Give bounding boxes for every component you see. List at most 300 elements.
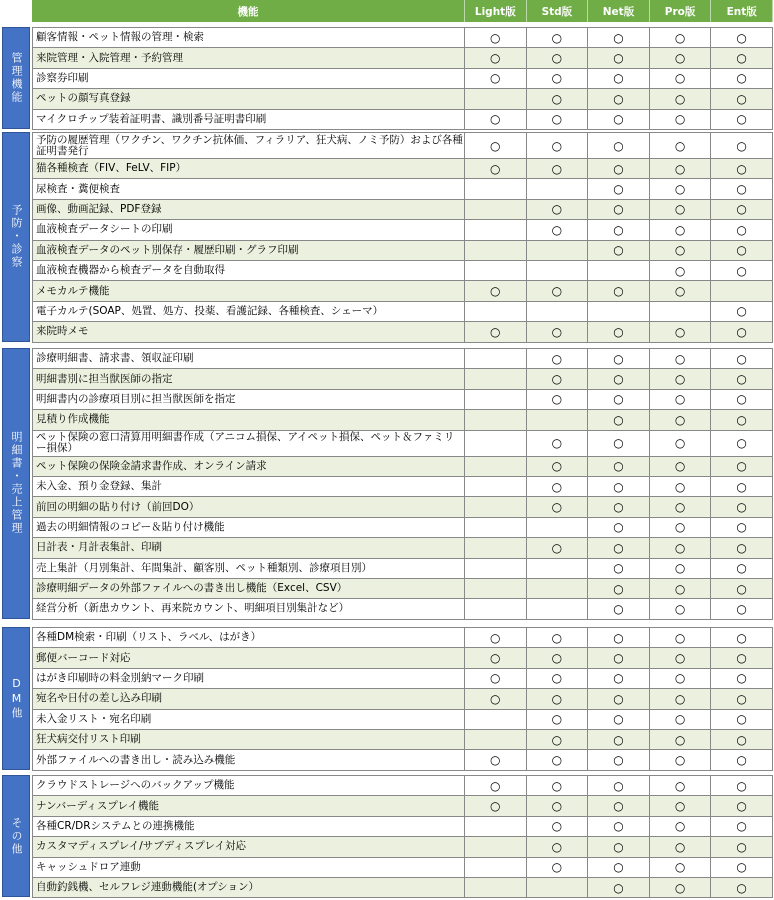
section xyxy=(0,775,773,897)
support-mark-light xyxy=(465,431,527,456)
feature-name: 未入金リスト・宛名印刷 xyxy=(32,710,465,729)
support-mark-ent: ○ xyxy=(711,776,773,795)
support-mark-ent: ○ xyxy=(711,431,773,456)
section xyxy=(0,132,773,342)
support-mark-pro: ○ xyxy=(650,599,712,618)
support-mark-ent: ○ xyxy=(711,322,773,341)
support-mark-std: ○ xyxy=(527,776,589,795)
support-mark-light: ○ xyxy=(465,648,527,667)
support-mark-net: ○ xyxy=(588,518,650,537)
support-mark-net xyxy=(588,302,650,321)
table-row xyxy=(32,579,773,599)
support-mark-std: ○ xyxy=(527,710,589,729)
feature-name: 郵便バーコード対応 xyxy=(32,648,465,667)
feature-name: 顧客情報・ペット情報の管理・検索 xyxy=(32,28,465,47)
feature-name: 売上集計（月別集計、年間集計、顧客別、ペット種類別、診療項目別） xyxy=(32,559,465,578)
table-row xyxy=(32,302,773,322)
support-mark-std xyxy=(527,302,589,321)
feature-name: ペット保険の窓口清算用明細書作成（アニコム損保、アイペット損保、ペット＆ファミリー損保） xyxy=(32,431,465,456)
support-mark-ent: ○ xyxy=(711,858,773,877)
support-mark-net: ○ xyxy=(588,579,650,598)
section-rows xyxy=(32,132,773,343)
support-mark-light xyxy=(465,390,527,409)
feature-name: 血液検査機器から検査データを自動取得 xyxy=(32,261,465,280)
support-mark-pro: ○ xyxy=(650,349,712,368)
support-mark-std: ○ xyxy=(527,369,589,388)
section-rows xyxy=(32,27,773,130)
support-mark-net: ○ xyxy=(588,220,650,239)
feature-name: ペットの顔写真登録 xyxy=(32,89,465,108)
support-mark-ent: ○ xyxy=(711,390,773,409)
support-mark-std xyxy=(527,179,589,198)
support-mark-std: ○ xyxy=(527,457,589,476)
header-feature: 機能 xyxy=(32,0,465,22)
table-row xyxy=(32,559,773,579)
feature-name: 画像、動画記録、PDF登録 xyxy=(32,200,465,219)
support-mark-pro: ○ xyxy=(650,750,712,769)
feature-name: 明細書別に担当獣医師の指定 xyxy=(32,369,465,388)
table-row xyxy=(32,431,773,457)
support-mark-light xyxy=(465,858,527,877)
section-rows xyxy=(32,775,773,898)
support-mark-ent: ○ xyxy=(711,220,773,239)
feature-name: 診療明細書、請求書、領収証印刷 xyxy=(32,349,465,368)
header-edition-net: Net版 xyxy=(588,0,650,22)
support-mark-pro: ○ xyxy=(650,497,712,516)
feature-name: 診療明細データの外部ファイルへの書き出し機能（Excel、CSV） xyxy=(32,579,465,598)
support-mark-ent: ○ xyxy=(711,750,773,769)
support-mark-light xyxy=(465,878,527,897)
table-row xyxy=(32,750,773,770)
feature-name: 猫各種検査（FIV、FeLV、FIP） xyxy=(32,159,465,178)
feature-name: カスタマディスプレイ/サブディスプレイ対応 xyxy=(32,837,465,856)
support-mark-net: ○ xyxy=(588,796,650,815)
table-row xyxy=(32,28,773,48)
feature-name: 明細書内の診療項目別に担当獣医師を指定 xyxy=(32,390,465,409)
support-mark-ent: ○ xyxy=(711,710,773,729)
table-row xyxy=(32,648,773,668)
support-mark-ent: ○ xyxy=(711,518,773,537)
support-mark-pro: ○ xyxy=(650,200,712,219)
support-mark-light xyxy=(465,477,527,496)
table-row xyxy=(32,410,773,430)
category-label: DM他 xyxy=(2,627,30,770)
support-mark-net: ○ xyxy=(588,457,650,476)
support-mark-std: ○ xyxy=(527,477,589,496)
support-mark-pro: ○ xyxy=(650,410,712,429)
support-mark-pro: ○ xyxy=(650,648,712,667)
support-mark-std: ○ xyxy=(527,730,589,749)
table-row xyxy=(32,89,773,109)
table-row xyxy=(32,730,773,750)
support-mark-std: ○ xyxy=(527,431,589,456)
support-mark-net: ○ xyxy=(588,322,650,341)
support-mark-std: ○ xyxy=(527,796,589,815)
table-row xyxy=(32,48,773,68)
table-row xyxy=(32,817,773,837)
support-mark-net: ○ xyxy=(588,817,650,836)
support-mark-light xyxy=(465,538,527,557)
table-row xyxy=(32,710,773,730)
support-mark-light: ○ xyxy=(465,48,527,67)
support-mark-net: ○ xyxy=(588,776,650,795)
support-mark-net: ○ xyxy=(588,390,650,409)
support-mark-std: ○ xyxy=(527,281,589,300)
feature-name: 尿検査・糞便検査 xyxy=(32,179,465,198)
support-mark-ent: ○ xyxy=(711,628,773,647)
feature-name: 電子カルテ(SOAP、処置、処方、投薬、看護記録、各種検査、シェーマ） xyxy=(32,302,465,321)
support-mark-ent: ○ xyxy=(711,497,773,516)
table-row xyxy=(32,518,773,538)
support-mark-ent: ○ xyxy=(711,302,773,321)
feature-name: 来院時メモ xyxy=(32,322,465,341)
table-row xyxy=(32,457,773,477)
support-mark-net: ○ xyxy=(588,750,650,769)
support-mark-ent: ○ xyxy=(711,648,773,667)
support-mark-net: ○ xyxy=(588,48,650,67)
support-mark-light xyxy=(465,241,527,260)
support-mark-ent xyxy=(711,281,773,300)
section-rows xyxy=(32,627,773,771)
support-mark-light: ○ xyxy=(465,159,527,178)
feature-name: キャッシュドロア連動 xyxy=(32,858,465,877)
support-mark-net: ○ xyxy=(588,241,650,260)
support-mark-net: ○ xyxy=(588,369,650,388)
support-mark-net: ○ xyxy=(588,837,650,856)
support-mark-net: ○ xyxy=(588,878,650,897)
feature-name: 過去の明細情報のコピー＆貼り付け機能 xyxy=(32,518,465,537)
table-row xyxy=(32,322,773,342)
support-mark-pro: ○ xyxy=(650,159,712,178)
support-mark-ent: ○ xyxy=(711,559,773,578)
support-mark-pro: ○ xyxy=(650,817,712,836)
support-mark-std: ○ xyxy=(527,538,589,557)
support-mark-net xyxy=(588,261,650,280)
table-row xyxy=(32,110,773,130)
support-mark-std: ○ xyxy=(527,110,589,129)
support-mark-pro: ○ xyxy=(650,69,712,88)
support-mark-pro: ○ xyxy=(650,538,712,557)
support-mark-pro: ○ xyxy=(650,878,712,897)
support-mark-light xyxy=(465,599,527,618)
support-mark-pro: ○ xyxy=(650,669,712,688)
support-mark-light: ○ xyxy=(465,69,527,88)
support-mark-ent: ○ xyxy=(711,241,773,260)
support-mark-light xyxy=(465,369,527,388)
table-row xyxy=(32,477,773,497)
feature-name: 外部ファイルへの書き出し・読み込み機能 xyxy=(32,750,465,769)
support-mark-light xyxy=(465,579,527,598)
support-mark-pro: ○ xyxy=(650,220,712,239)
support-mark-net: ○ xyxy=(588,477,650,496)
support-mark-pro xyxy=(650,302,712,321)
support-mark-ent: ○ xyxy=(711,689,773,708)
support-mark-std: ○ xyxy=(527,349,589,368)
feature-name: 血液検査データのペット別保存・履歴印刷・グラフ印刷 xyxy=(32,241,465,260)
table-row xyxy=(32,159,773,179)
support-mark-light: ○ xyxy=(465,776,527,795)
feature-name: 宛名や日付の差し込み印刷 xyxy=(32,689,465,708)
support-mark-std: ○ xyxy=(527,322,589,341)
support-mark-light: ○ xyxy=(465,796,527,815)
feature-name: 予防の履歴管理（ワクチン、ワクチン抗体価、フィラリア、狂犬病、ノミ予防）および各種証明書発行 xyxy=(32,133,465,158)
support-mark-light xyxy=(465,518,527,537)
feature-name: マイクロチップ装着証明書、識別番号証明書印刷 xyxy=(32,110,465,129)
feature-name: 日計表・月計表集計、印刷 xyxy=(32,538,465,557)
support-mark-light xyxy=(465,261,527,280)
table-row xyxy=(32,497,773,517)
support-mark-light xyxy=(465,410,527,429)
feature-name: 経営分析（新患カウント、再来院カウント、明細項目別集計など） xyxy=(32,599,465,618)
table-row xyxy=(32,858,773,878)
support-mark-pro: ○ xyxy=(650,858,712,877)
table-row xyxy=(32,241,773,261)
header-edition-light: Light版 xyxy=(465,0,527,22)
support-mark-light xyxy=(465,837,527,856)
support-mark-light xyxy=(465,817,527,836)
support-mark-pro: ○ xyxy=(650,28,712,47)
support-mark-net: ○ xyxy=(588,89,650,108)
support-mark-pro: ○ xyxy=(650,281,712,300)
table-row xyxy=(32,776,773,796)
section xyxy=(0,348,773,619)
table-row xyxy=(32,179,773,199)
support-mark-std: ○ xyxy=(527,648,589,667)
support-mark-std xyxy=(527,261,589,280)
support-mark-pro: ○ xyxy=(650,730,712,749)
table-row xyxy=(32,796,773,816)
feature-name: クラウドストレージへのバックアップ機能 xyxy=(32,776,465,795)
table-header xyxy=(32,0,773,22)
support-mark-pro: ○ xyxy=(650,710,712,729)
feature-name: ペット保険の保険金請求書作成、オンライン請求 xyxy=(32,457,465,476)
table-row xyxy=(32,599,773,619)
support-mark-net: ○ xyxy=(588,730,650,749)
table-row xyxy=(32,689,773,709)
support-mark-std: ○ xyxy=(527,48,589,67)
support-mark-light xyxy=(465,179,527,198)
category-label: 予防・診察 xyxy=(2,132,30,342)
support-mark-std: ○ xyxy=(527,497,589,516)
table-row xyxy=(32,261,773,281)
support-mark-net: ○ xyxy=(588,538,650,557)
support-mark-pro: ○ xyxy=(650,776,712,795)
support-mark-net: ○ xyxy=(588,497,650,516)
support-mark-std xyxy=(527,559,589,578)
table-row xyxy=(32,369,773,389)
support-mark-ent: ○ xyxy=(711,28,773,47)
support-mark-ent: ○ xyxy=(711,369,773,388)
support-mark-net: ○ xyxy=(588,28,650,47)
table-row xyxy=(32,390,773,410)
support-mark-pro: ○ xyxy=(650,628,712,647)
support-mark-net: ○ xyxy=(588,200,650,219)
feature-name: 未入金、預り金登録、集計 xyxy=(32,477,465,496)
support-mark-ent: ○ xyxy=(711,133,773,158)
support-mark-std: ○ xyxy=(527,628,589,647)
support-mark-net: ○ xyxy=(588,648,650,667)
table-row xyxy=(32,220,773,240)
support-mark-std: ○ xyxy=(527,817,589,836)
support-mark-ent: ○ xyxy=(711,878,773,897)
support-mark-net: ○ xyxy=(588,133,650,158)
feature-name: 来院管理・入院管理・予約管理 xyxy=(32,48,465,67)
support-mark-ent: ○ xyxy=(711,200,773,219)
support-mark-pro: ○ xyxy=(650,390,712,409)
support-mark-ent: ○ xyxy=(711,410,773,429)
support-mark-ent: ○ xyxy=(711,48,773,67)
section-rows xyxy=(32,348,773,620)
support-mark-ent: ○ xyxy=(711,477,773,496)
header-edition-pro: Pro版 xyxy=(650,0,712,22)
support-mark-std xyxy=(527,878,589,897)
support-mark-light xyxy=(465,457,527,476)
support-mark-light xyxy=(465,559,527,578)
support-mark-std: ○ xyxy=(527,669,589,688)
support-mark-std xyxy=(527,599,589,618)
support-mark-pro: ○ xyxy=(650,518,712,537)
support-mark-ent: ○ xyxy=(711,349,773,368)
support-mark-light: ○ xyxy=(465,133,527,158)
support-mark-ent: ○ xyxy=(711,457,773,476)
support-mark-std: ○ xyxy=(527,750,589,769)
support-mark-ent: ○ xyxy=(711,159,773,178)
support-mark-net: ○ xyxy=(588,431,650,456)
table-row xyxy=(32,628,773,648)
support-mark-pro: ○ xyxy=(650,261,712,280)
support-mark-pro: ○ xyxy=(650,457,712,476)
support-mark-std: ○ xyxy=(527,858,589,877)
support-mark-pro: ○ xyxy=(650,837,712,856)
table-row xyxy=(32,133,773,159)
feature-name: 前回の明細の貼り付け（前回DO） xyxy=(32,497,465,516)
support-mark-net: ○ xyxy=(588,669,650,688)
support-mark-light: ○ xyxy=(465,750,527,769)
support-mark-light xyxy=(465,302,527,321)
support-mark-pro: ○ xyxy=(650,110,712,129)
support-mark-light xyxy=(465,497,527,516)
support-mark-std: ○ xyxy=(527,69,589,88)
support-mark-pro: ○ xyxy=(650,48,712,67)
support-mark-pro: ○ xyxy=(650,179,712,198)
support-mark-pro: ○ xyxy=(650,431,712,456)
table-row xyxy=(32,669,773,689)
support-mark-light xyxy=(465,710,527,729)
support-mark-net: ○ xyxy=(588,858,650,877)
support-mark-std: ○ xyxy=(527,689,589,708)
feature-name: 診察券印刷 xyxy=(32,69,465,88)
support-mark-std: ○ xyxy=(527,28,589,47)
support-mark-std: ○ xyxy=(527,89,589,108)
support-mark-net: ○ xyxy=(588,159,650,178)
category-label: その他 xyxy=(2,775,30,897)
support-mark-std: ○ xyxy=(527,159,589,178)
support-mark-pro: ○ xyxy=(650,241,712,260)
feature-name: はがき印刷時の料金別納マーク印刷 xyxy=(32,669,465,688)
support-mark-ent: ○ xyxy=(711,599,773,618)
support-mark-net: ○ xyxy=(588,559,650,578)
support-mark-ent: ○ xyxy=(711,579,773,598)
support-mark-light: ○ xyxy=(465,689,527,708)
support-mark-std: ○ xyxy=(527,133,589,158)
support-mark-ent: ○ xyxy=(711,69,773,88)
table-row xyxy=(32,200,773,220)
support-mark-pro: ○ xyxy=(650,369,712,388)
support-mark-net: ○ xyxy=(588,69,650,88)
support-mark-pro: ○ xyxy=(650,579,712,598)
feature-name: メモカルテ機能 xyxy=(32,281,465,300)
support-mark-net: ○ xyxy=(588,710,650,729)
support-mark-net: ○ xyxy=(588,599,650,618)
support-mark-net: ○ xyxy=(588,281,650,300)
support-mark-pro: ○ xyxy=(650,796,712,815)
support-mark-std xyxy=(527,241,589,260)
support-mark-light: ○ xyxy=(465,628,527,647)
support-mark-pro: ○ xyxy=(650,89,712,108)
header-edition-ent: Ent版 xyxy=(711,0,773,22)
support-mark-ent: ○ xyxy=(711,261,773,280)
support-mark-ent: ○ xyxy=(711,538,773,557)
support-mark-net: ○ xyxy=(588,110,650,129)
support-mark-ent: ○ xyxy=(711,796,773,815)
support-mark-ent: ○ xyxy=(711,817,773,836)
support-mark-std xyxy=(527,518,589,537)
support-mark-net: ○ xyxy=(588,628,650,647)
table-row xyxy=(32,878,773,898)
feature-name: 血液検査データシートの印刷 xyxy=(32,220,465,239)
support-mark-ent: ○ xyxy=(711,110,773,129)
support-mark-std xyxy=(527,579,589,598)
feature-name: 各種CR/DRシステムとの連携機能 xyxy=(32,817,465,836)
support-mark-light xyxy=(465,349,527,368)
feature-name: 自動釣銭機、セルフレジ連動機能(オプション） xyxy=(32,878,465,897)
support-mark-light: ○ xyxy=(465,669,527,688)
support-mark-std: ○ xyxy=(527,837,589,856)
support-mark-pro: ○ xyxy=(650,133,712,158)
support-mark-light: ○ xyxy=(465,281,527,300)
header-edition-std: Std版 xyxy=(527,0,589,22)
support-mark-light xyxy=(465,200,527,219)
support-mark-net: ○ xyxy=(588,179,650,198)
support-mark-ent: ○ xyxy=(711,89,773,108)
feature-name: 各種DM検索・印刷（リスト、ラベル、はがき） xyxy=(32,628,465,647)
support-mark-net: ○ xyxy=(588,349,650,368)
support-mark-ent: ○ xyxy=(711,730,773,749)
support-mark-ent: ○ xyxy=(711,837,773,856)
feature-name: 見積り作成機能 xyxy=(32,410,465,429)
support-mark-light xyxy=(465,220,527,239)
category-label: 明細書・売上管理 xyxy=(2,348,30,619)
support-mark-ent: ○ xyxy=(711,669,773,688)
table-row xyxy=(32,837,773,857)
section xyxy=(0,627,773,770)
support-mark-light xyxy=(465,730,527,749)
support-mark-ent: ○ xyxy=(711,179,773,198)
table-row xyxy=(32,69,773,89)
support-mark-light: ○ xyxy=(465,110,527,129)
category-label: 管理機能 xyxy=(2,27,30,129)
feature-name: ナンバーディスプレイ機能 xyxy=(32,796,465,815)
table-row xyxy=(32,349,773,369)
support-mark-light xyxy=(465,89,527,108)
support-mark-net: ○ xyxy=(588,689,650,708)
support-mark-pro: ○ xyxy=(650,322,712,341)
support-mark-pro: ○ xyxy=(650,477,712,496)
support-mark-std: ○ xyxy=(527,390,589,409)
feature-name: 狂犬病交付リスト印刷 xyxy=(32,730,465,749)
support-mark-std xyxy=(527,410,589,429)
support-mark-std: ○ xyxy=(527,220,589,239)
